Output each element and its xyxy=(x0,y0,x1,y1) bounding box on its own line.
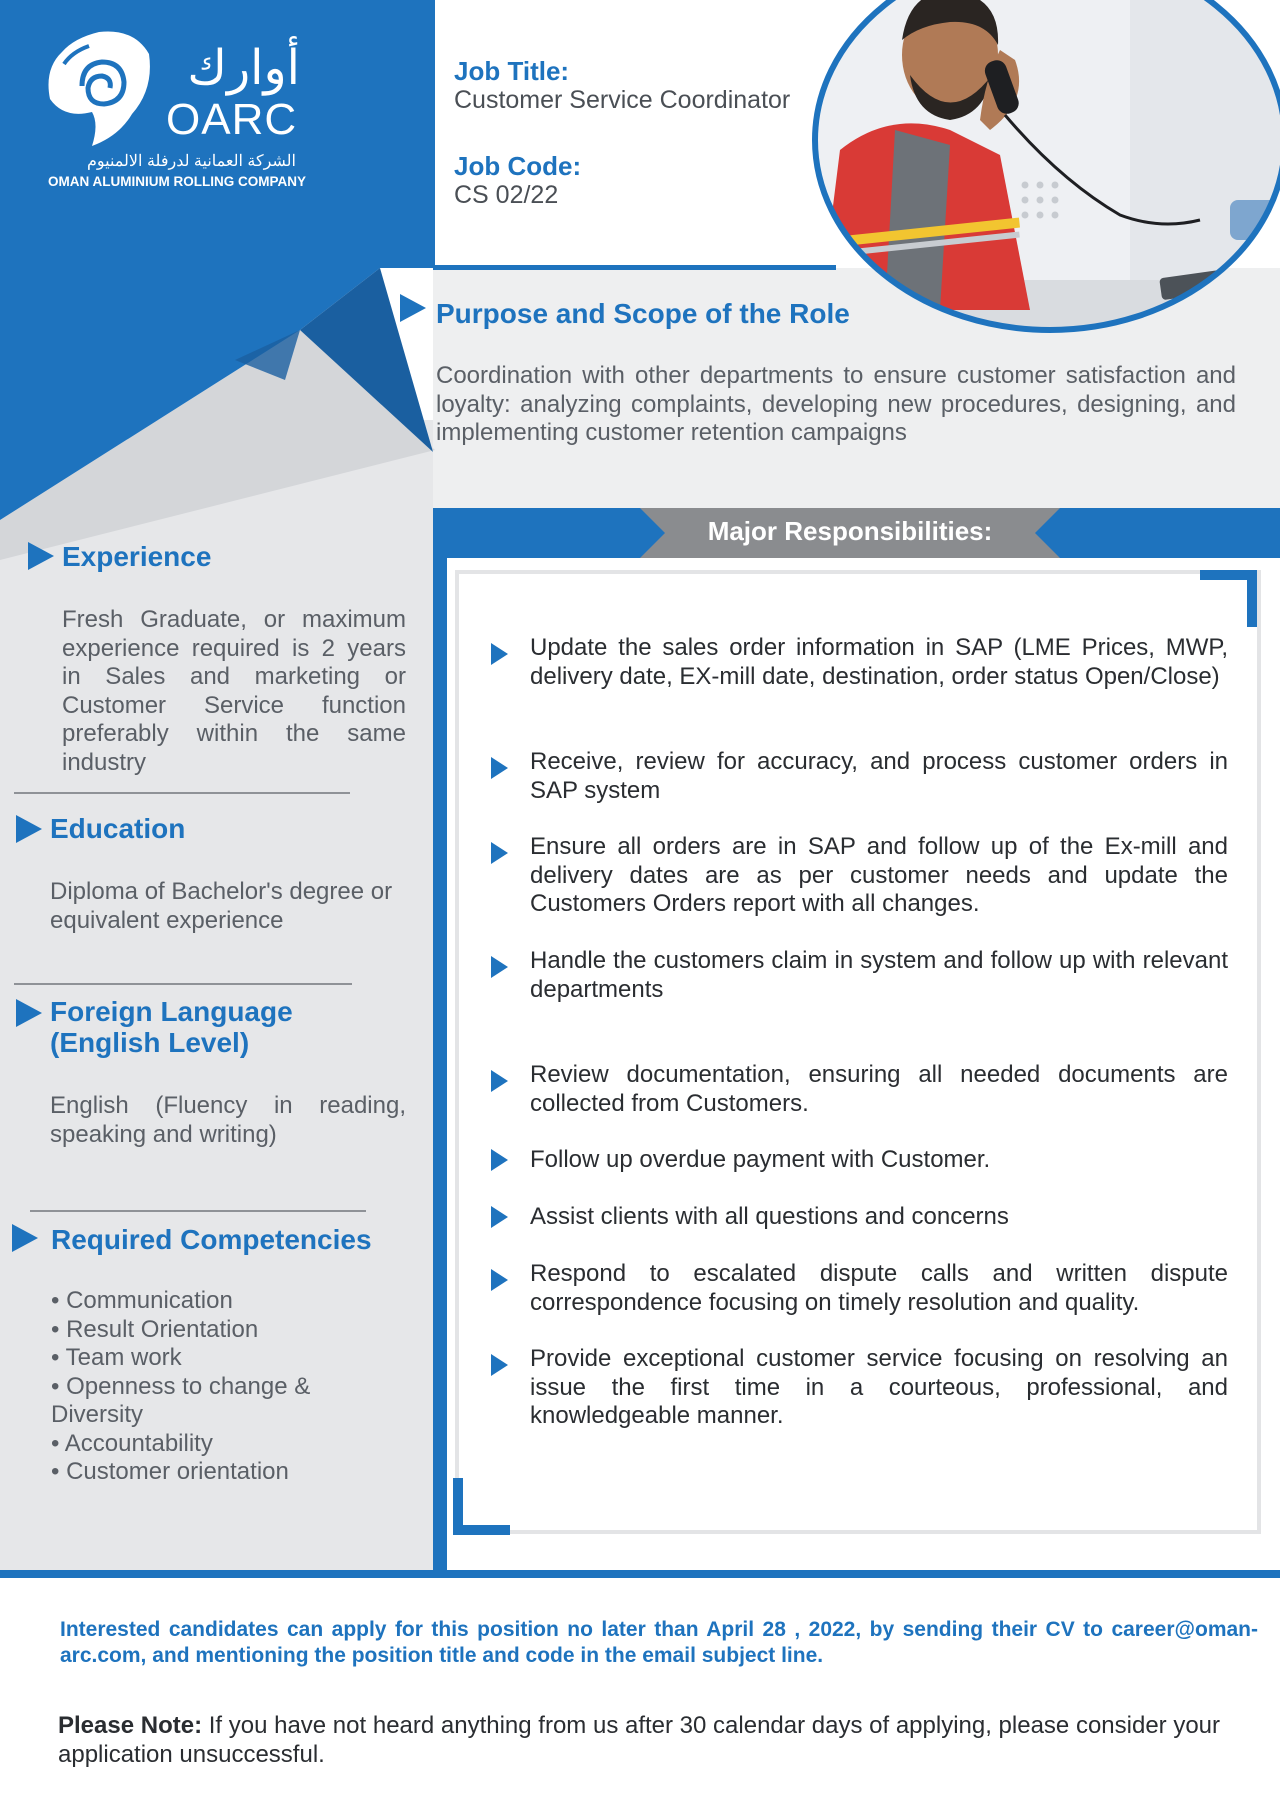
divider xyxy=(30,1210,366,1212)
responsibilities-title: Major Responsibilities: xyxy=(707,516,993,546)
language-text: English (Fluency in reading, speaking and writing) xyxy=(50,1092,406,1148)
competency-item: • Communication xyxy=(51,1287,361,1316)
job-code-value: CS 02/22 xyxy=(454,181,559,209)
experience-title: Experience xyxy=(62,541,212,572)
competency-item: • Openness to change & Diversity xyxy=(51,1373,361,1430)
responsibility-item: Review documentation, ensuring all needed documents are collected from Customers. xyxy=(530,1061,1228,1117)
language-title-line1: Foreign Language xyxy=(50,996,293,1027)
bullet-arrow-icon xyxy=(491,1149,508,1171)
bullet-arrow-icon xyxy=(491,643,508,665)
responsibility-item: Update the sales order information in SAP (LME Prices, MWP, delivery date, EX-mill date, destination, order status Open/Close) xyxy=(530,634,1228,690)
education-marker-icon xyxy=(16,815,42,843)
competencies-title: Required Competencies xyxy=(51,1224,372,1255)
bullet-arrow-icon xyxy=(491,1070,508,1092)
bullet-arrow-icon xyxy=(491,1354,508,1376)
note-text: If you have not heard anything from us after 30 calendar days of applying, please consider your application unsuccessful. xyxy=(58,1712,1221,1768)
language-marker-icon xyxy=(16,999,42,1027)
competency-item: • Result Orientation xyxy=(51,1316,361,1345)
purpose-text: Coordination with other departments to ensure customer satisfaction and loyalty: analyzing complaints, developing new procedures, designing, and implementing customer retention campaigns xyxy=(436,362,1236,446)
bullet-arrow-icon xyxy=(491,956,508,978)
bullet-arrow-icon xyxy=(491,1269,508,1291)
responsibility-item: Respond to escalated dispute calls and written dispute correspondence focusing on timely resolution and quality. xyxy=(530,1260,1228,1316)
responsibility-item: Follow up overdue payment with Customer. xyxy=(530,1146,991,1173)
purpose-marker-icon xyxy=(400,294,426,322)
competency-item: • Team work xyxy=(51,1344,361,1373)
divider xyxy=(14,792,350,794)
company-name-english: OMAN ALUMINIUM ROLLING COMPANY xyxy=(48,174,306,189)
company-name-arabic: الشركة العمانية لدرفلة الالمنيوم xyxy=(86,153,296,170)
responsibility-item: Receive, review for accuracy, and process customer orders in SAP system xyxy=(530,748,1228,804)
competency-item: • Customer orientation xyxy=(51,1458,361,1487)
logo-english-name: OARC xyxy=(166,95,298,144)
divider xyxy=(14,983,352,985)
experience-text: Fresh Graduate, or maximum experience required is 2 years in Sales and marketing or Customer Service function preferably within the same industry xyxy=(62,606,406,776)
logo-arabic-name: أوارك xyxy=(187,42,300,95)
application-instructions: Interested candidates can apply for this position no later than April 28 , 2022, by sending their CV to career@oman-arc.com, and mentioning the position title and code in the email subject line. xyxy=(60,1618,1258,1667)
please-note xyxy=(58,1712,1258,1769)
competency-item: • Accountability xyxy=(51,1430,361,1459)
bullet-arrow-icon xyxy=(491,1206,508,1228)
education-text: Diploma of Bachelor's degree or equivalent experience xyxy=(50,878,393,934)
experience-marker-icon xyxy=(28,542,54,570)
employee-photo xyxy=(800,0,1280,335)
language-title-line2: (English Level) xyxy=(50,1027,250,1058)
responsibility-item: Assist clients with all questions and concerns xyxy=(530,1203,1009,1230)
bullet-arrow-icon xyxy=(491,842,508,864)
bullet-arrow-icon xyxy=(491,757,508,779)
job-code-label: Job Code: xyxy=(454,151,582,181)
job-title-label: Job Title: xyxy=(454,56,570,86)
responsibility-item: Provide exceptional customer service focusing on resolving an issue the first time in a courteous, professional, and knowledgeable manner. xyxy=(530,1345,1228,1429)
competencies-marker-icon xyxy=(12,1224,38,1252)
note-label: Please Note: xyxy=(58,1712,203,1739)
responsibility-item: Ensure all orders are in SAP and follow up of the Ex-mill and delivery dates are as per customer needs and update the Customers Orders report with all changes. xyxy=(530,833,1228,917)
education-title: Education xyxy=(50,813,186,844)
oarc-logo-icon xyxy=(44,24,154,150)
competencies-list xyxy=(51,1287,361,1487)
job-title-value: Customer Service Coordinator xyxy=(454,86,791,114)
responsibility-item: Handle the customers claim in system and follow up with relevant departments xyxy=(530,947,1228,1003)
purpose-title: Purpose and Scope of the Role xyxy=(436,298,850,329)
